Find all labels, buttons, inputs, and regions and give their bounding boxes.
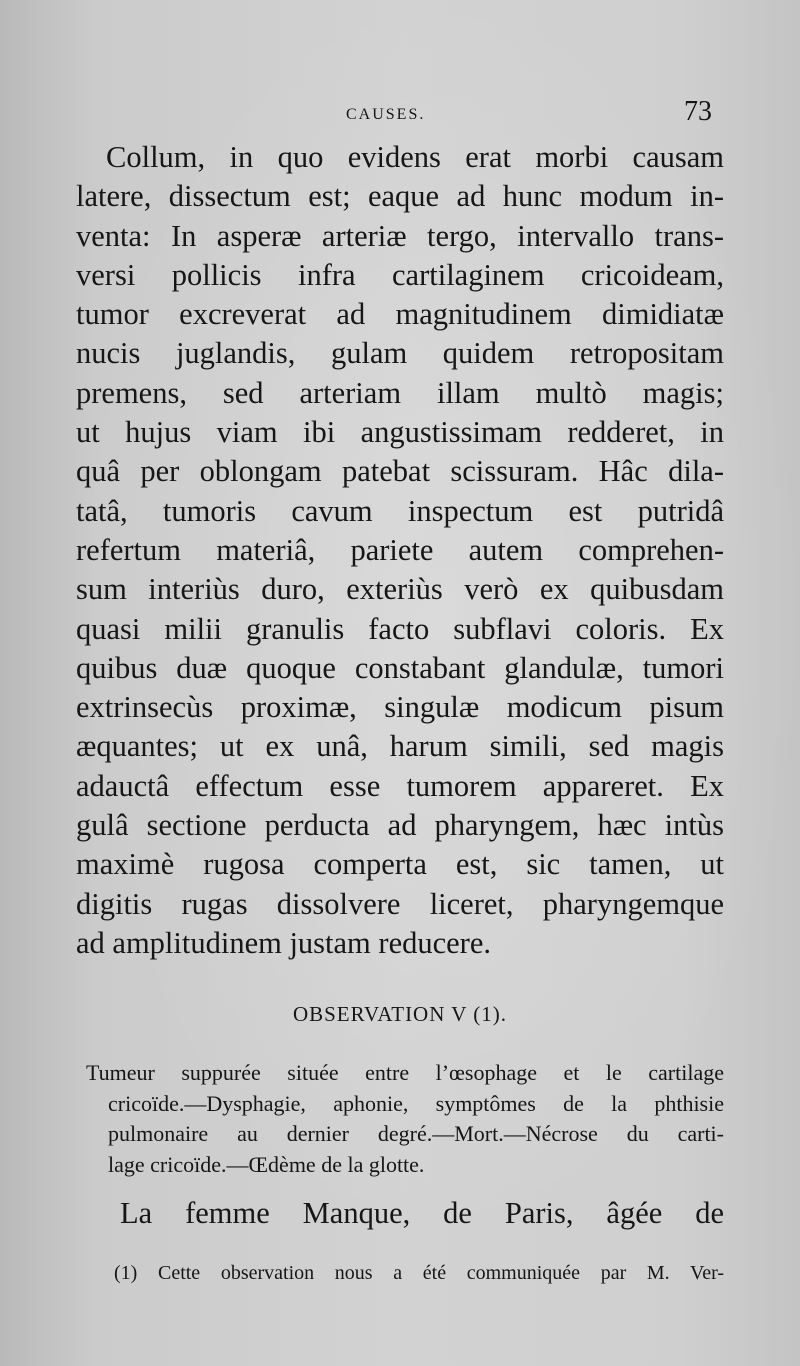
text-line: quâ per oblongam patebat scissuram. Hâc dila-: [76, 454, 724, 489]
text-line: Collum, in quo evidens erat morbi causam: [106, 140, 724, 174]
summary-line: pulmonaire au dernier degré.—Mort.—Nécrose du carti-: [108, 1121, 724, 1146]
text-line: versi pollicis infra cartilaginem cricoideam,: [76, 257, 724, 292]
summary-line: cricoïde.—Dysphagie, aphonie, symptômes de la phthisie: [108, 1090, 724, 1116]
observation-summary: [86, 1058, 724, 1180]
text-line: ad amplitudinem justam reducere.: [76, 925, 491, 960]
summary-line: Tumeur suppurée située entre l’œsophage et le cartilage: [86, 1060, 724, 1085]
text-line: refertum materiâ, pariete autem comprehen-: [76, 532, 724, 567]
text-line: adauctâ effectum esse tumorem appareret. Ex: [76, 768, 724, 803]
running-title: CAUSES.: [346, 106, 426, 123]
page-header: [0, 96, 800, 136]
text-line: æquantes; ut ex unâ, harum simili, sed magis: [76, 729, 724, 764]
text-line: sum interiùs duro, exteriùs verò ex quibusdam: [76, 572, 724, 607]
text-line: nucis juglandis, gulam quidem retropositam: [76, 336, 724, 371]
observation-title: OBSERVATION V (1).: [292, 1002, 508, 1026]
text-line: extrinsecùs proximæ, singulæ modicum pisum: [76, 690, 724, 725]
text-line: quasi milii granulis facto subflavi coloris. Ex: [76, 611, 724, 646]
text-line: digitis rugas dissolvere liceret, pharyngemque: [76, 886, 724, 921]
page-number: 73: [684, 96, 712, 127]
text-line: maximè rugosa comperta est, sic tamen, ut: [76, 847, 724, 882]
text-line: tumor excreverat ad magnitudinem dimidiatæ: [76, 297, 724, 332]
observation-opening-line: La femme Manque, de Paris, âgée de: [120, 1196, 724, 1230]
text-line: quibus duæ quoque constabant glandulæ, tumori: [76, 650, 724, 685]
text-line: ut hujus viam ibi angustissimam redderet, in: [76, 415, 724, 450]
text-line: latere, dissectum est; eaque ad hunc modum in-: [76, 179, 724, 214]
text-line: gulâ sectione perducta ad pharyngem, hæc intùs: [76, 808, 724, 843]
summary-line: lage cricoïde.—Œdème de la glotte.: [108, 1151, 425, 1177]
text-line: venta: In asperæ arteriæ tergo, intervallo trans-: [76, 218, 724, 253]
main-paragraph: [76, 138, 724, 963]
text-line: tatâ, tumoris cavum inspectum est putridâ: [76, 493, 724, 528]
text-line: premens, sed arteriam illam multò magis;: [76, 375, 724, 410]
footnote: (1) Cette observation nous a été communiquée par M. Ver-: [114, 1262, 724, 1284]
